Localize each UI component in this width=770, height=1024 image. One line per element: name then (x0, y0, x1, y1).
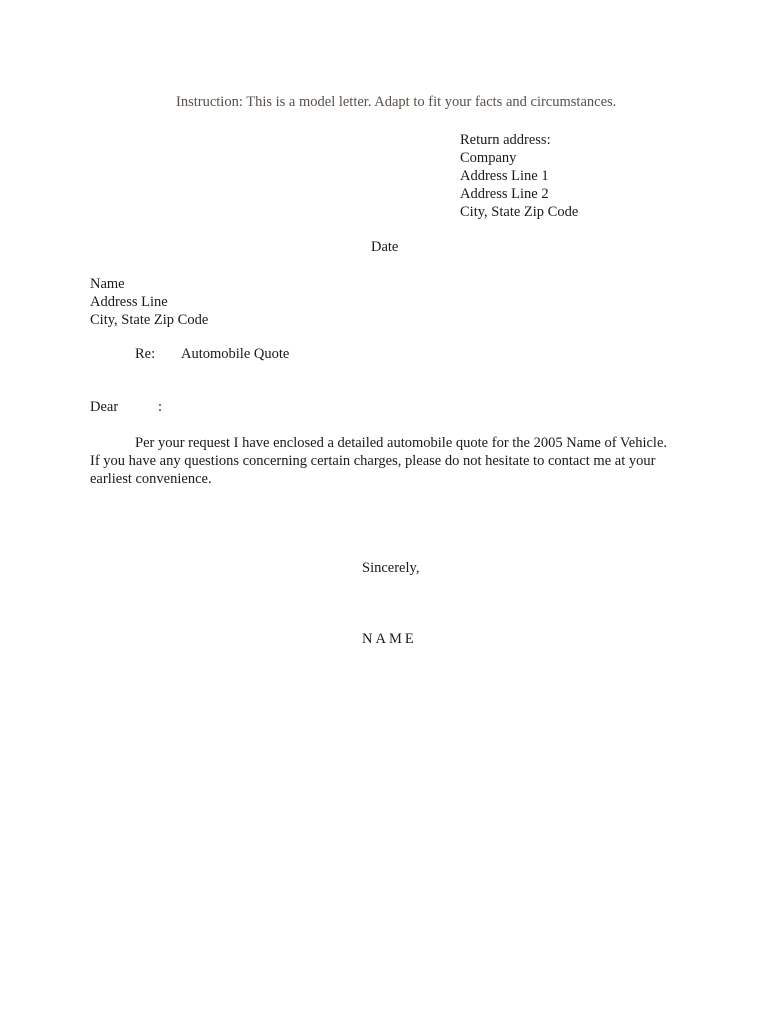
body-line-2: If you have any questions concerning certain charges, please do not hesitate to contact me at your (90, 453, 656, 469)
re-label: Re: (135, 346, 156, 362)
return-address-company: Company (460, 150, 517, 166)
closing: Sincerely, (362, 560, 420, 576)
body-paragraph (90, 434, 682, 488)
body-line-3: earliest convenience. (90, 471, 212, 487)
recipient-city-state-zip: City, State Zip Code (90, 312, 209, 328)
recipient-address-block (90, 275, 208, 329)
re-subject: Automobile Quote (181, 346, 290, 362)
instruction-note: Instruction: This is a model letter. Adapt to fit your facts and circumstances. (176, 94, 617, 110)
recipient-name: Name (90, 276, 125, 292)
return-address-line-1: Address Line 1 (460, 168, 549, 184)
return-address-block (460, 131, 578, 221)
salutation-word: Dear (90, 399, 119, 415)
body-line-1: Per your request I have enclosed a detailed automobile quote for the 2005 Name of Vehicle. (135, 435, 668, 451)
return-address-city-state-zip: City, State Zip Code (460, 204, 579, 220)
letter-date: Date (371, 239, 399, 255)
return-address-line-2: Address Line 2 (460, 186, 549, 202)
signature-name: NAME (362, 631, 417, 647)
return-address-label: Return address: (460, 132, 551, 148)
salutation-colon: : (158, 399, 163, 415)
recipient-address-line: Address Line (90, 294, 168, 310)
